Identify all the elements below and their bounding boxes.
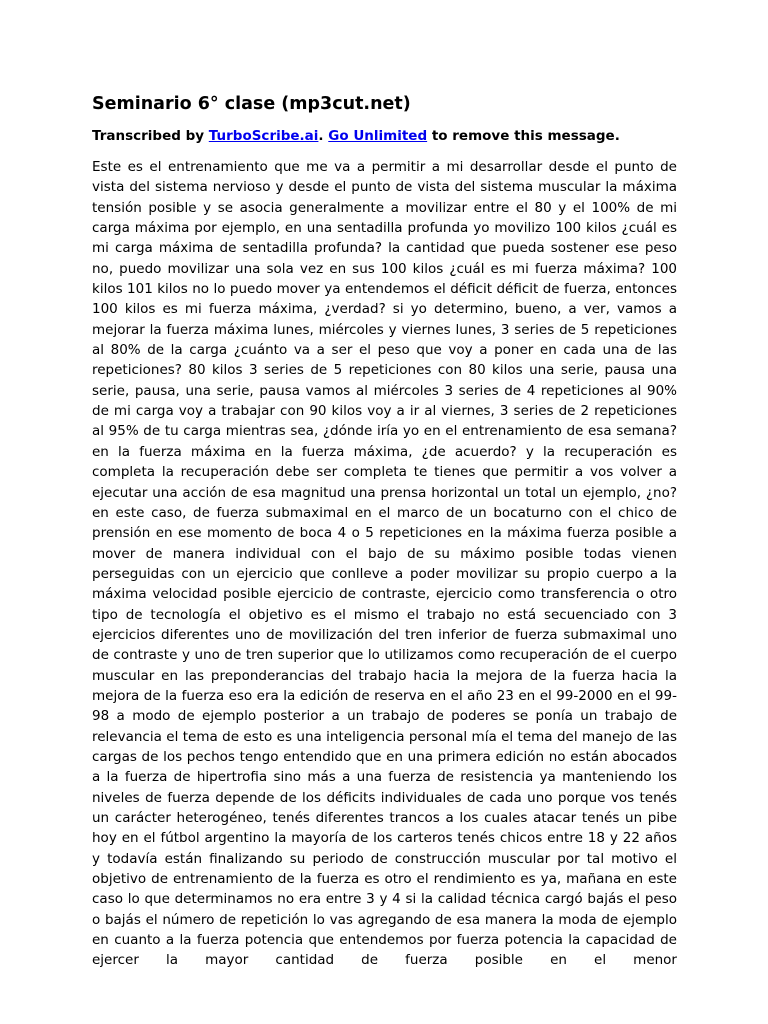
transcription-credit <box>92 126 677 146</box>
transcript-body: Este es el entrenamiento que me va a permitir a mi desarrollar desde el punto de vista del sistema nervioso y desde el punto de vista del sistema muscular la máxima tensión posible y se asocia generalmente a movilizar entre el 80 y el 100% de mi carga máxima por ejemplo, en una sentadilla profunda yo movilizo 100 kilos ¿cuál es mi carga máxima de sentadilla profunda? la cantidad que pueda sostener ese peso no, puedo movilizar una sola vez en sus 100 kilos ¿cuál es mi fuerza máxima? 100 kilos 101 kilos no lo puedo mover ya entendemos el déficit déficit de fuerza, entonces 100 kilos es mi fuerza máxima, ¿verdad? si yo determino, bueno, a ver, vamos a mejorar la fuerza máxima lunes, miércoles y viernes lunes, 3 series de 5 repeticiones al 80% de la carga ¿cuánto va a ser el peso que voy a poner en cada una de las repeticiones? 80 kilos 3 series de 5 repeticiones con 80 kilos una serie, pausa una serie, pausa, una serie, pausa vamos al miércoles 3 series de 4 repeticiones al 90% de mi carga voy a trabajar con 90 kilos voy a ir al viernes, 3 series de 2 repeticiones al 95% de tu carga mientras sea, ¿dónde iría yo en el entrenamiento de esa semana? en la fuerza máxima en la fuerza máxima, ¿de acuerdo? y la recuperación es completa la recuperación debe ser completa te tienes que permitir a vos volver a ejecutar una acción de esa magnitud una prensa horizontal un total un ejemplo, ¿no? en este caso, de fuerza submaximal en el marco de un bocaturno con el chico de prensión en ese momento de boca 4 o 5 repeticiones en la máxima fuerza posible a mover de manera individual con el bajo de su máximo posible todas vienen perseguidas con un ejercicio que conlleve a poder movilizar su propio cuerpo a la máxima velocidad posible ejercicio de contraste, ejercicio como transferencia o otro tipo de tecnología el objetivo es el mismo el trabajo no está secuenciado con 3 ejercicios diferentes uno de movilización del tren inferior de fuerza submaximal uno de contraste y uno de tren superior que lo utilizamos como recuperación de el cuerpo muscular en las preponderancias del trabajo hacia la mejora de la fuerza hacia la mejora de la fuerza eso era la edición de reserva en el año 23 en el 99-2000 en el 99-98 a modo de ejemplo posterior a un trabajo de poderes se ponía un trabajo de relevancia el tema de esto es una inteligencia personal mía el tema del manejo de las cargas de los pechos tengo entendido que en una primera edición no están abocados a la fuerza de hipertrofia sino más a una fuerza de resistencia ya manteniendo los niveles de fuerza depende de los déficits individuales de cada uno porque vos tenés un carácter heterogéneo, tenés diferentes trancos a los cuales atacar tenés un pibe hoy en el fútbol argentino la mayoría de los carteros tenés chicos entre 18 y 22 años y todavía están finalizando su periodo de construcción muscular por tal motivo el objetivo de entrenamiento de la fuerza es otro el rendimiento es ya, mañana en este caso lo que determinamos no era entre 3 y 4 si la calidad técnica cargó bajás el peso o bajás el número de repetición lo vas agregando de esa manera la moda de ejemplo en cuanto a la fuerza potencia que entendemos por fuerza potencia la capacidad de ejercer la mayor cantidad de fuerza posible en el menor <box>92 159 677 969</box>
document-page <box>92 92 677 971</box>
credit-prefix: Transcribed by <box>92 128 209 144</box>
credit-separator: . <box>318 128 329 144</box>
document-title: Seminario 6° clase (mp3cut.net) <box>92 94 411 114</box>
credit-suffix: to remove this message. <box>427 128 620 144</box>
turboscribe-link[interactable]: TurboScribe.ai <box>208 128 319 144</box>
go-unlimited-link[interactable]: Go Unlimited <box>328 128 428 144</box>
